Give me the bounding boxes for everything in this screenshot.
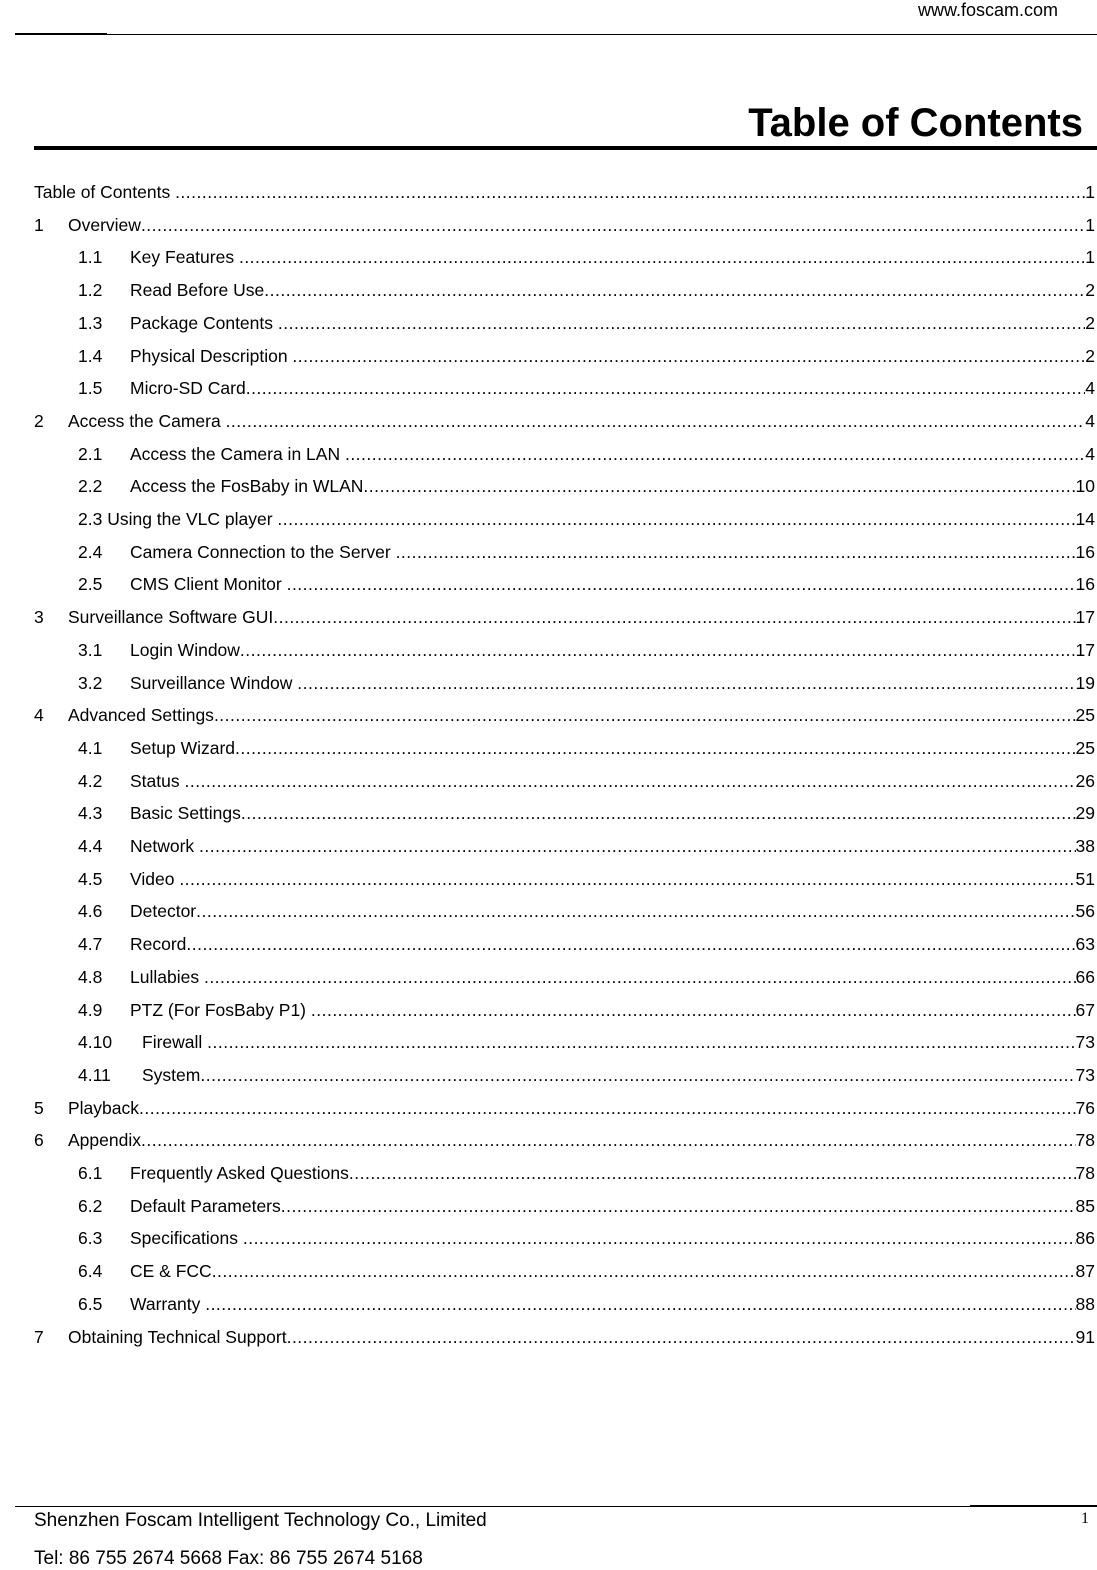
toc-entry[interactable]	[34, 1260, 1095, 1292]
toc-entry-leader	[179, 868, 1075, 890]
toc-entry-page: 26	[1075, 770, 1095, 791]
toc-entry-page: 63	[1075, 934, 1095, 955]
toc-entry[interactable]	[34, 410, 1095, 442]
toc-entry-leader	[239, 246, 1085, 268]
toc-entry-leader	[311, 999, 1076, 1021]
toc-entry-title: Surveillance Window	[130, 672, 298, 693]
toc-entry-page: 51	[1075, 868, 1095, 889]
toc-entry-leader	[363, 475, 1075, 497]
toc-entry-number: 4.2	[78, 770, 103, 791]
toc-entry-number: 1.3	[78, 312, 103, 333]
title-rule	[34, 146, 1097, 150]
toc-entry-number: 4	[34, 705, 44, 726]
toc-entry[interactable]	[34, 508, 1095, 540]
toc-entry-page: 14	[1075, 509, 1095, 529]
toc-entry-number: 4.6	[78, 901, 103, 922]
toc-entry-title: Status	[130, 770, 185, 791]
toc-entry-title: Playback	[68, 1097, 140, 1118]
toc-entry-leader	[186, 933, 1075, 955]
toc-entry-leader	[281, 1195, 1076, 1217]
toc-entry-title: Camera Connection to the Server	[130, 541, 396, 562]
toc-entry-number: 1.2	[78, 280, 103, 301]
toc-entry[interactable]	[34, 704, 1095, 736]
toc-entry[interactable]	[34, 377, 1095, 409]
toc-entry-leader	[204, 966, 1076, 988]
toc-entry-title: Video	[130, 868, 180, 889]
toc-entry[interactable]	[34, 475, 1095, 507]
toc-entry-page: 1	[1085, 182, 1095, 202]
toc-entry-page: 86	[1075, 1228, 1095, 1249]
toc-entry-number: 4.10	[78, 1032, 113, 1053]
toc-entry-page: 17	[1075, 607, 1095, 628]
toc-entry-title: Read Before Use	[130, 280, 265, 301]
toc-entry-leader	[200, 1064, 1075, 1086]
toc-entry-title: Detector	[130, 901, 197, 922]
toc-entry-title: Record	[130, 934, 187, 955]
page-title: Table of Contents	[748, 101, 1083, 145]
toc-entry-page: 88	[1075, 1293, 1095, 1314]
toc-entry-title: Key Features	[130, 247, 239, 268]
toc-entry-number: 6.3	[78, 1228, 103, 1249]
toc-entry-page: 67	[1075, 999, 1095, 1020]
toc-entry-leader	[246, 377, 1086, 399]
toc-entry-page: 17	[1075, 639, 1095, 660]
toc-entry-page: 73	[1075, 1064, 1095, 1085]
toc-entry-number: 6	[34, 1130, 44, 1151]
toc-entry-number: 5	[34, 1097, 44, 1118]
toc-entry-page: 56	[1075, 901, 1095, 922]
toc-entry-page: 16	[1075, 541, 1095, 562]
toc-entry-number: 6.4	[78, 1261, 103, 1282]
toc-entry[interactable]	[34, 246, 1095, 278]
toc-entry[interactable]	[34, 966, 1095, 998]
toc-entry-leader	[264, 279, 1085, 301]
toc-entry-title: PTZ (For FosBaby P1)	[130, 999, 311, 1020]
toc-entry-title: Physical Description	[130, 345, 293, 366]
header-rule-accent	[15, 33, 107, 35]
toc-entry[interactable]	[34, 1293, 1095, 1325]
toc-entry-title: Micro-SD Card	[130, 378, 246, 399]
toc-entry-number: 3	[34, 607, 44, 628]
toc-entry-page: 2	[1085, 280, 1095, 301]
toc-entry-number: 3.2	[78, 672, 103, 693]
toc-entry-number: 4.5	[78, 868, 103, 889]
toc-entry-title: Default Parameters	[130, 1195, 281, 1216]
footer-rule-accent	[970, 1505, 1097, 1507]
toc-entry-number: 4.9	[78, 999, 103, 1020]
toc-entry-leader	[345, 443, 1085, 465]
toc-entry-leader	[141, 214, 1085, 236]
toc-entry-leader	[205, 1293, 1075, 1315]
toc-entry[interactable]	[34, 933, 1095, 965]
toc-entry-title: Network	[130, 836, 200, 856]
toc-entry[interactable]	[34, 672, 1095, 704]
toc-entry-title: Advanced Settings	[68, 705, 214, 726]
toc-entry-leader	[243, 1227, 1076, 1249]
toc-entry[interactable]	[34, 312, 1095, 344]
toc-entry-title: System	[142, 1064, 201, 1085]
toc-entry[interactable]	[34, 999, 1095, 1031]
toc-entry-leader	[292, 345, 1085, 367]
toc-entry-title: Firewall	[142, 1032, 208, 1053]
toc-entry-page: 10	[1075, 476, 1095, 497]
toc-entry-number: 4.11	[78, 1064, 111, 1085]
header-url: www.foscam.com	[917, 0, 1058, 20]
toc-entry-page: 1	[1085, 247, 1095, 268]
toc-entry-title: Basic Settings	[130, 803, 241, 824]
toc-entry-number: 1	[34, 214, 44, 235]
toc-entry-page: 85	[1075, 1195, 1095, 1216]
toc-entry-number: 4.7	[78, 934, 103, 955]
toc-entry[interactable]	[34, 639, 1095, 671]
footer-page-number: 1	[1081, 1510, 1089, 1527]
toc-entry[interactable]	[34, 345, 1095, 377]
toc-entry-title: Warranty	[130, 1293, 206, 1314]
toc-entry-title: Lullabies	[130, 966, 204, 987]
toc-entry-leader	[287, 573, 1076, 595]
toc-entry-title: Setup Wizard	[130, 737, 236, 758]
toc-entry-number: 2	[34, 410, 44, 431]
toc-entry-number: 6.2	[78, 1195, 103, 1216]
toc-entry-leader	[241, 802, 1076, 824]
toc-entry-page: 73	[1075, 1032, 1095, 1053]
toc-entry-page: 78	[1075, 1130, 1095, 1151]
toc-entry[interactable]	[34, 1195, 1095, 1227]
toc-entry-page: 4	[1085, 410, 1095, 431]
toc-entry-page: 4	[1085, 378, 1095, 399]
toc-entry-title: Table of Contents	[34, 182, 176, 202]
toc-entry-leader	[349, 1162, 1076, 1184]
toc-entry-leader	[235, 737, 1075, 759]
toc-entry[interactable]	[34, 1227, 1095, 1259]
toc-entry-number: 4.1	[78, 737, 103, 758]
toc-entry-leader	[141, 1129, 1076, 1151]
toc-entry-leader	[396, 541, 1076, 563]
toc-entry-page: 2	[1085, 312, 1095, 333]
toc-entry-title: Access the Camera	[68, 410, 226, 431]
toc-entry[interactable]	[34, 900, 1095, 932]
toc-entry[interactable]	[34, 279, 1095, 311]
toc-entry-number: 7	[34, 1326, 44, 1347]
toc-entry-title: Access the FosBaby in WLAN	[130, 476, 364, 497]
toc-entry-number: 4.8	[78, 966, 103, 987]
toc-entry-title: Obtaining Technical Support	[68, 1326, 287, 1347]
toc-entry-leader	[226, 410, 1086, 432]
footer-rule	[15, 1506, 1097, 1507]
toc-entry-page: 25	[1075, 737, 1095, 758]
toc-entry-title: Package Contents	[130, 312, 278, 333]
toc-entry-page: 91	[1075, 1326, 1095, 1347]
toc-entry[interactable]	[34, 606, 1095, 638]
toc-entry-leader	[199, 835, 1075, 857]
toc-entry[interactable]	[34, 1129, 1095, 1161]
toc-entry[interactable]	[34, 214, 1095, 246]
toc-entry-number: 6.5	[78, 1293, 103, 1314]
toc-entry[interactable]	[34, 1064, 1095, 1096]
toc-entry-title: Specifications	[130, 1228, 243, 1249]
toc-entry[interactable]	[34, 1097, 1095, 1129]
toc-entry-page: 38	[1075, 836, 1095, 856]
toc-entry-number: 4.4	[78, 836, 103, 856]
toc-entry-number: 2.4	[78, 541, 103, 562]
toc-entry-title: Appendix	[68, 1130, 141, 1151]
toc-entry[interactable]	[34, 1326, 1095, 1358]
toc-entry-page: 4	[1085, 443, 1095, 464]
footer-company: Shenzhen Foscam Intelligent Technology Co., Limited	[34, 1510, 487, 1531]
header-rule	[15, 34, 1097, 35]
toc-entry-page: 16	[1075, 574, 1095, 595]
toc-entry[interactable]	[34, 573, 1095, 605]
toc-entry-leader	[139, 1097, 1076, 1119]
toc-entry-page: 1	[1085, 214, 1095, 235]
toc-entry[interactable]	[34, 868, 1095, 900]
toc-entry-page: 2	[1085, 345, 1095, 366]
toc-entry-title: Overview	[68, 214, 141, 235]
toc-entry-page: 25	[1075, 705, 1095, 726]
toc-entry-title: CE & FCC	[130, 1261, 212, 1282]
toc-entry-page: 19	[1075, 672, 1095, 693]
toc-entry-title: Surveillance Software GUI	[68, 607, 274, 628]
toc-entry-leader	[273, 606, 1075, 628]
toc-entry-page: 66	[1075, 966, 1095, 987]
toc-entry-number: 2.2	[78, 476, 103, 497]
toc-entry[interactable]	[34, 541, 1095, 573]
toc-entry[interactable]	[34, 770, 1095, 802]
toc-entry[interactable]	[34, 737, 1095, 769]
toc-entry-number: 4.3	[78, 803, 103, 824]
toc-entry-title: Access the Camera in LAN	[130, 443, 345, 464]
toc-entry-leader	[287, 1326, 1076, 1348]
toc-entry[interactable]	[34, 802, 1095, 834]
toc-entry-leader	[277, 508, 1075, 530]
toc-entry-leader	[297, 672, 1075, 694]
toc-entry-title: Frequently Asked Questions	[130, 1163, 349, 1183]
toc-entry-leader	[212, 1260, 1076, 1282]
toc-entry[interactable]	[34, 181, 1095, 213]
toc-entry-leader	[184, 770, 1075, 792]
toc-entry-title: CMS Client Monitor	[130, 574, 287, 595]
toc-entry-page: 87	[1075, 1261, 1095, 1282]
toc-entry-title: 2.3 Using the VLC player	[78, 509, 278, 529]
toc-entry-leader	[240, 639, 1076, 661]
toc-entry-leader	[278, 312, 1085, 334]
toc-entry[interactable]	[34, 1031, 1095, 1063]
toc-entry-leader	[214, 704, 1076, 726]
toc-entry[interactable]	[34, 835, 1095, 867]
footer-tel: Tel: 86 755 2674 5668 Fax: 86 755 2674 5168	[34, 1548, 423, 1569]
toc-entry-title: Login Window	[130, 639, 240, 660]
toc-entry-number: 1.5	[78, 378, 103, 399]
toc-entry[interactable]	[34, 443, 1095, 475]
toc-entry-number: 1.1	[78, 247, 103, 268]
toc-entry[interactable]	[34, 1162, 1095, 1194]
toc-entry-number: 1.4	[78, 345, 103, 366]
toc-entry-leader	[175, 181, 1085, 203]
toc-entry-number: 2.5	[78, 574, 103, 595]
toc-entry-page: 29	[1075, 803, 1095, 824]
toc-entry-page: 76	[1075, 1097, 1095, 1118]
toc-entry-number: 6.1	[78, 1163, 103, 1183]
toc-entry-leader	[196, 900, 1075, 922]
toc-entry-leader	[207, 1031, 1075, 1053]
toc-entry-number: 2.1	[78, 443, 103, 464]
toc-entry-number: 3.1	[78, 639, 103, 660]
toc-entry-page: 78	[1075, 1163, 1095, 1183]
